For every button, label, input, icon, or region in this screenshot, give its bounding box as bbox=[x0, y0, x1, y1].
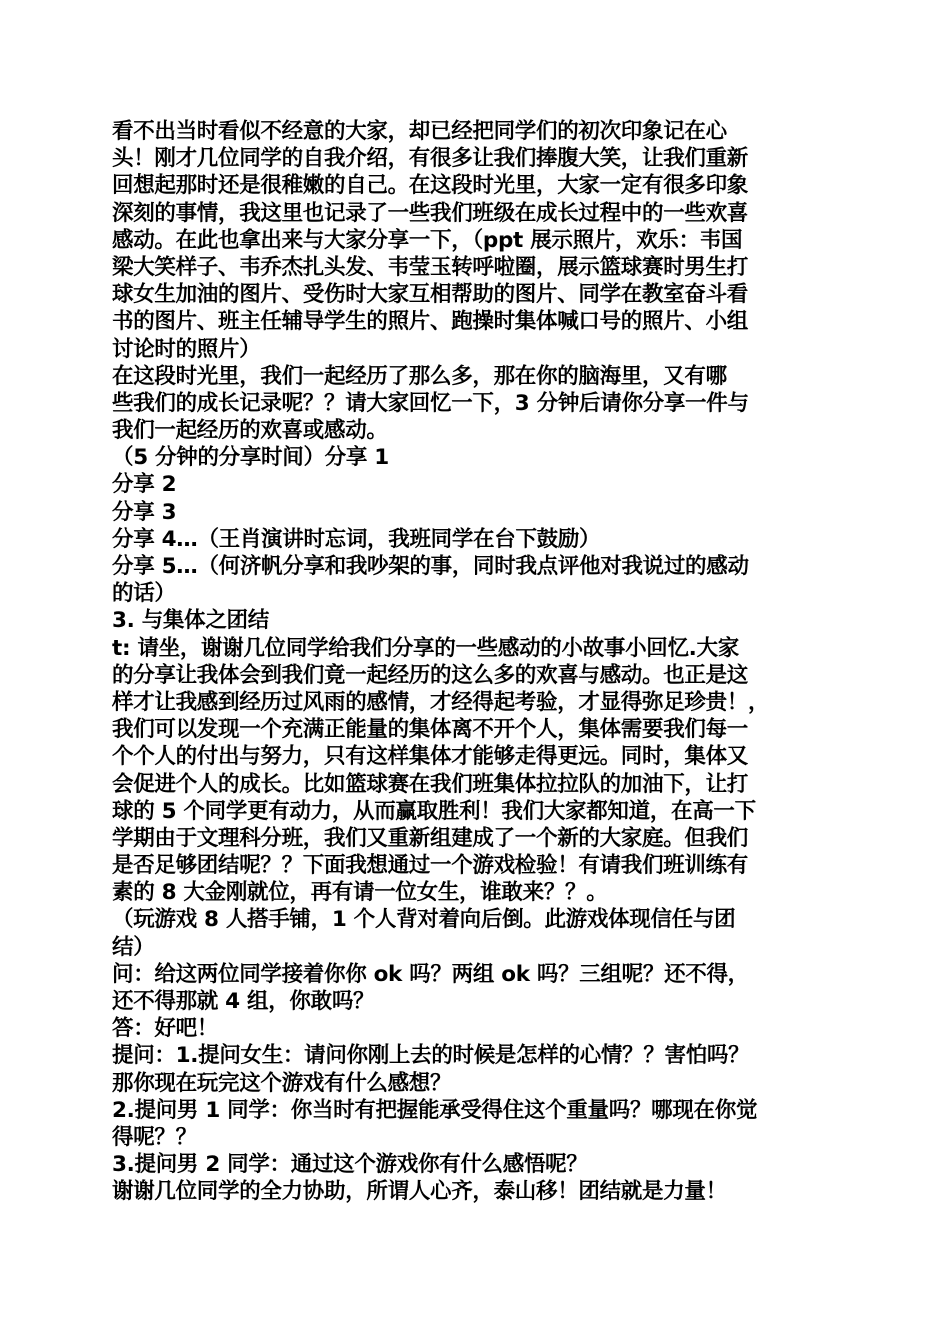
section-heading: 3. 与集体之团结 bbox=[112, 608, 269, 634]
text-line: 在这段时光里，我们一起经历了那么多，那在你的脑海里，又有哪 bbox=[112, 363, 727, 389]
text-line: t: 请坐，谢谢几位同学给我们分享的一些感动的小故事小回忆.大家 bbox=[112, 635, 739, 661]
text-line: 回想起那时还是很稚嫩的自己。在这段时光里，大家一定有很多印象 bbox=[112, 173, 749, 199]
text-line: 深刻的事情，我这里也记录了一些我们班级在成长过程中的一些欢喜 bbox=[112, 200, 749, 226]
text-line: 提问：1.提问女生：请问你刚上去的时候是怎样的心情？？害怕吗？ bbox=[112, 1043, 750, 1069]
text-line: 分享 4…（王肖演讲时忘词，我班同学在台下鼓励） bbox=[112, 526, 601, 552]
text-line: 些我们的成长记录呢？？请大家回忆一下，3 分钟后请你分享一件与 bbox=[112, 390, 749, 416]
text-line: 素的 8 大金刚就位，再有请一位女生，谁敢来？？。 bbox=[112, 880, 608, 906]
document-body bbox=[112, 118, 852, 1206]
text-line: 梁大笑样子、韦乔杰扎头发、韦莹玉转呼啦圈，展示篮球赛时男生打 bbox=[112, 254, 749, 280]
text-line: 感动。在此也拿出来与大家分享一下，（ppt 展示照片，欢乐：韦国 bbox=[112, 227, 743, 253]
text-line: 得呢？？ bbox=[112, 1124, 197, 1150]
text-line: 讨论时的照片） bbox=[112, 336, 261, 362]
text-line: 分享 5…（何济帆分享和我吵架的事，同时我点评他对我说过的感动 bbox=[112, 554, 749, 579]
text-line: 是否足够团结呢？？下面我想通过一个游戏检验！有请我们班训练有 bbox=[112, 853, 749, 879]
text-line: 分享 2 bbox=[112, 472, 177, 498]
text-line: 结） bbox=[112, 934, 155, 960]
text-line: 2.提问男 1 同学：你当时有把握能承受得住这个重量吗？哪现在你觉 bbox=[112, 1097, 758, 1123]
text-line: 个个人的付出与努力，只有这样集体才能够走得更远。同时，集体又 bbox=[112, 744, 749, 770]
text-line: 球女生加油的图片、受伤时大家互相帮助的图片、同学在教室奋斗看 bbox=[112, 282, 749, 308]
text-line: 还不得那就 4 组，你敢吗？ bbox=[112, 989, 375, 1014]
text-line: （玩游戏 8 人搭手铺，1 个人背对着向后倒。此游戏体现信任与团 bbox=[112, 907, 736, 933]
text-line: 球的 5 个同学更有动力，从而赢取胜利！我们大家都知道，在高一下 bbox=[112, 798, 756, 824]
text-line: （5 分钟的分享时间）分享 1 bbox=[112, 445, 389, 471]
text-line: 看不出当时看似不经意的大家，却已经把同学们的初次印象记在心 bbox=[112, 119, 727, 144]
text-line: 我们一起经历的欢喜或感动。 bbox=[112, 418, 388, 444]
text-line: 的话） bbox=[112, 581, 176, 607]
text-line: 分享 3 bbox=[112, 499, 177, 525]
text-line: 样才让我感到经历过风雨的感情，才经得起考验，才显得弥足珍贵！， bbox=[112, 689, 770, 715]
text-line: 会促进个人的成长。比如篮球赛在我们班集体拉拉队的加油下，让打 bbox=[112, 771, 749, 797]
text-line: 我们可以发现一个充满正能量的集体离不开个人，集体需要我们每一 bbox=[112, 717, 749, 743]
text-line: 谢谢几位同学的全力协助，所谓人心齐，泰山移！团结就是力量！ bbox=[112, 1179, 727, 1205]
text-line: 头！刚才几位同学的自我介绍，有很多让我们捧腹大笑，让我们重新 bbox=[112, 146, 749, 172]
text-line: 问：给这两位同学接着你你 ok 吗？两组 ok 吗？三组呢？还不得， bbox=[112, 961, 749, 987]
text-line: 那你现在玩完这个游戏有什么感想？ bbox=[112, 1070, 452, 1096]
text-line: 的分享让我体会到我们竟一起经历的这么多的欢喜与感动。也正是这 bbox=[112, 662, 749, 688]
text-line: 书的图片、班主任辅导学生的照片、跑操时集体喊口号的照片、小组 bbox=[112, 309, 749, 335]
text-line: 答：好吧！ bbox=[112, 1016, 219, 1042]
text-line: 3.提问男 2 同学：通过这个游戏你有什么感悟呢？ bbox=[112, 1152, 588, 1178]
text-line: 学期由于文理科分班，我们又重新组建成了一个新的大家庭。但我们 bbox=[112, 825, 749, 851]
